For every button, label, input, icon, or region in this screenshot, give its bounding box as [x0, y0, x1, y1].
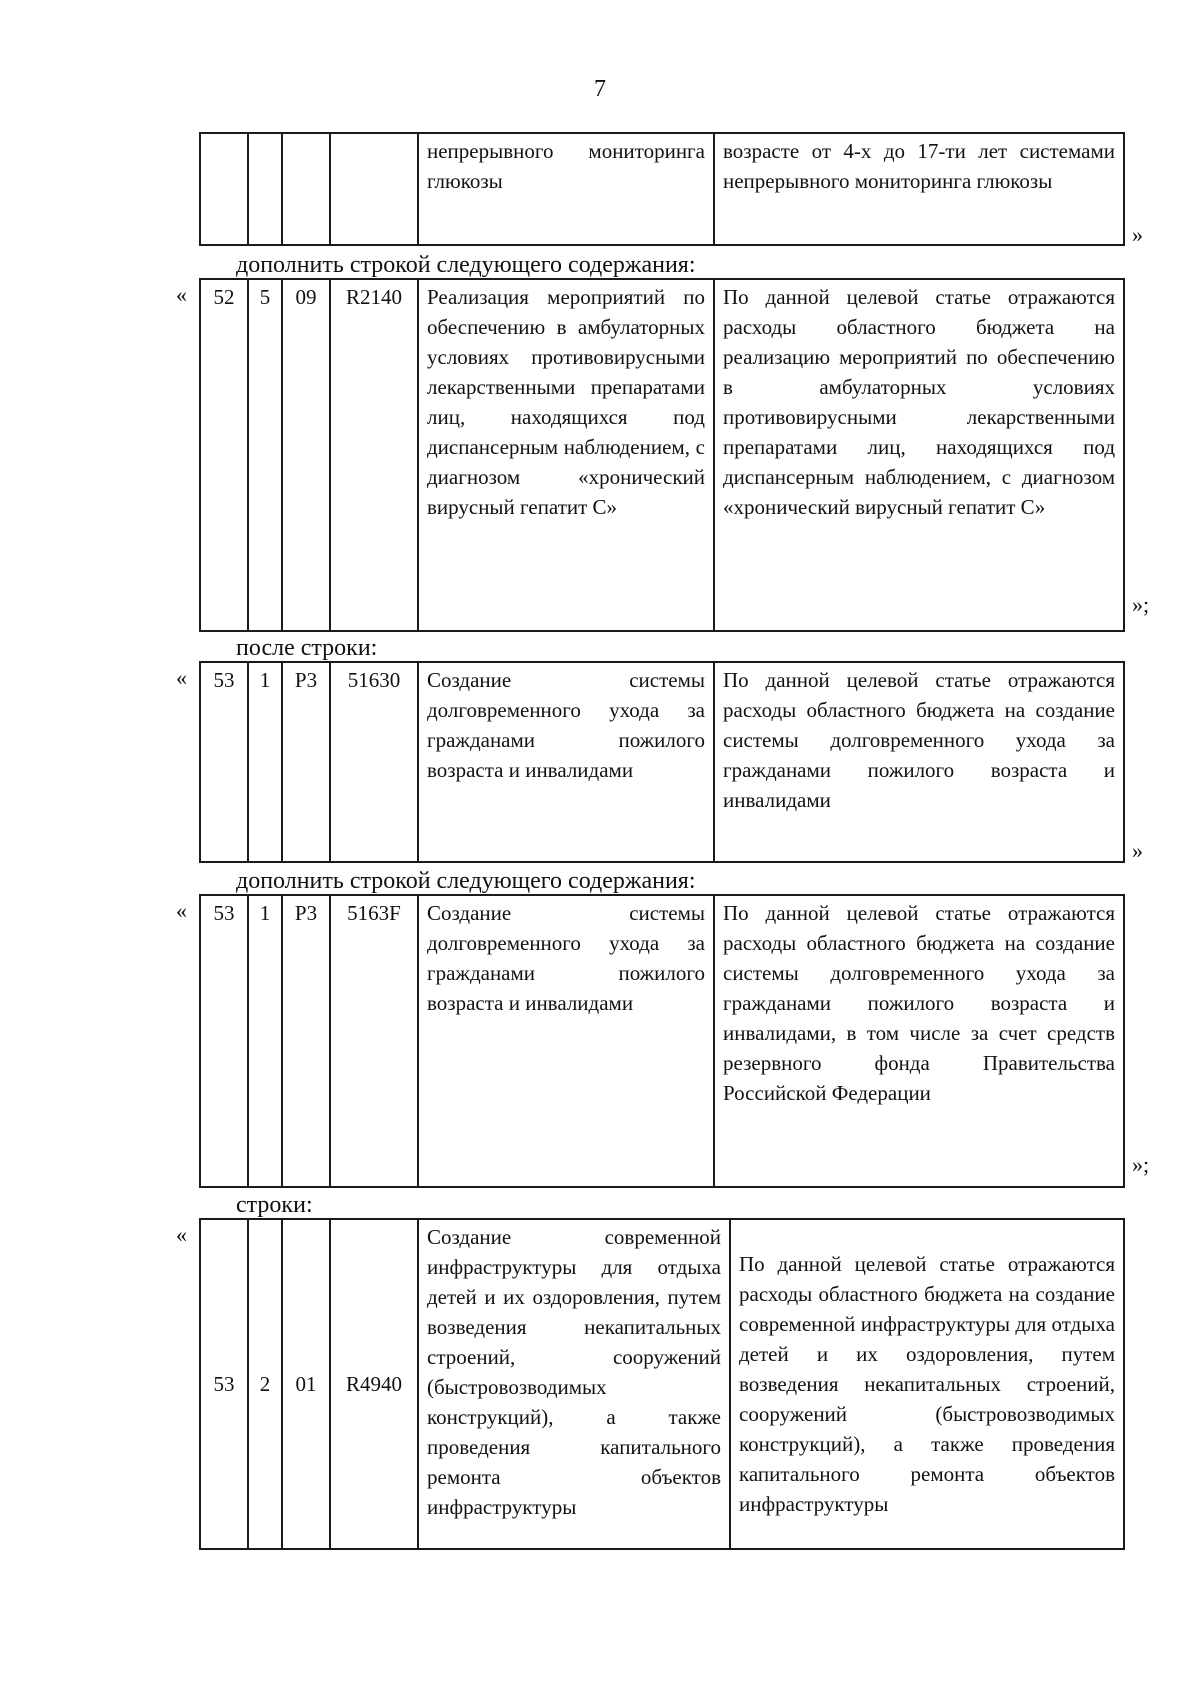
- instruction-caption: дополнить строкой следующего содержания:: [236, 868, 696, 894]
- table-block-3: [199, 894, 1125, 1188]
- cell-direction: 51630: [330, 662, 418, 862]
- close-quote: »;: [1132, 592, 1150, 617]
- table-row: [200, 1219, 1124, 1549]
- instruction-caption: после строки:: [236, 635, 378, 661]
- cell-direction: R2140: [330, 279, 418, 631]
- cell-name: Создание современной инфраструктуры для отдыха детей и их оздоровления, путем возведения некапитальных строений, сооружений (быстровозводимых конструкций), а также проведения капитального ремонта объектов инфраструктуры: [418, 1219, 730, 1549]
- cell-program: 53: [200, 662, 248, 862]
- cell-name: Создание системы долговременного ухода за гражданами пожилого возраста и инвалидами: [418, 895, 714, 1187]
- cell-subprogram: [248, 133, 282, 245]
- cell-name: Реализация мероприятий по обеспечению в амбулаторных условиях противовирусными лекарственными препаратами лиц, находящихся под диспансерным наблюдением, с диагнозом «хронический вирусный гепатит С»: [418, 279, 714, 631]
- cell-subprogram: 1: [248, 662, 282, 862]
- open-quote: «: [176, 282, 187, 307]
- cell-event: P3: [282, 895, 330, 1187]
- table-row: [200, 662, 1124, 862]
- cell-name: Создание системы долговременного ухода за гражданами пожилого возраста и инвалидами: [418, 662, 714, 862]
- cell-program: [200, 133, 248, 245]
- cell-name: непрерывного мониторинга глюкозы: [418, 133, 714, 245]
- table-block-4: [199, 1218, 1125, 1550]
- cell-direction: 5163F: [330, 895, 418, 1187]
- cell-event: 01: [282, 1219, 330, 1549]
- cell-subprogram: 2: [248, 1219, 282, 1549]
- instruction-caption: строки:: [236, 1192, 313, 1218]
- cell-program: 53: [200, 1219, 248, 1549]
- cell-program: 52: [200, 279, 248, 631]
- cell-subprogram: 1: [248, 895, 282, 1187]
- cell-description: возрасте от 4-х до 17-ти лет системами непрерывного мониторинга глюкозы: [714, 133, 1124, 245]
- instruction-caption: дополнить строкой следующего содержания:: [236, 252, 696, 278]
- open-quote: «: [176, 665, 187, 690]
- cell-description: По данной целевой статье отражаются расходы областного бюджета на реализацию мероприятий по обеспечению в амбулаторных условиях противовирусными лекарственными препаратами лиц, находящихся под диспансерным наблюдением, с диагнозом «хронический вирусный гепатит С»: [714, 279, 1124, 631]
- open-quote: «: [176, 898, 187, 923]
- open-quote: «: [176, 1222, 187, 1247]
- table-row: [200, 895, 1124, 1187]
- close-quote: »;: [1132, 1152, 1150, 1177]
- cell-event: P3: [282, 662, 330, 862]
- cell-subprogram: 5: [248, 279, 282, 631]
- table-block-0: [199, 132, 1125, 246]
- table-row: [200, 279, 1124, 631]
- close-quote: »: [1132, 222, 1143, 247]
- cell-program: 53: [200, 895, 248, 1187]
- table-block-2: [199, 661, 1125, 863]
- cell-description: По данной целевой статье отражаются расходы областного бюджета на создание современной инфраструктуры для отдыха детей и их оздоровления, путем возведения некапитальных строений, сооружений (быстровозводимых конструкций), а также проведения капитального ремонта объектов инфраструктуры: [730, 1219, 1124, 1549]
- page-number: 7: [594, 76, 606, 102]
- table-block-1: [199, 278, 1125, 632]
- cell-direction: R4940: [330, 1219, 418, 1549]
- cell-description: По данной целевой статье отражаются расходы областного бюджета на создание системы долговременного ухода за гражданами пожилого возраста и инвалидами, в том числе за счет средств резервного фонда Правительства Российской Федерации: [714, 895, 1124, 1187]
- cell-description: По данной целевой статье отражаются расходы областного бюджета на создание системы долговременного ухода за гражданами пожилого возраста и инвалидами: [714, 662, 1124, 862]
- table-row: [200, 133, 1124, 245]
- cell-direction: [330, 133, 418, 245]
- cell-event: 09: [282, 279, 330, 631]
- close-quote: »: [1132, 838, 1143, 863]
- cell-event: [282, 133, 330, 245]
